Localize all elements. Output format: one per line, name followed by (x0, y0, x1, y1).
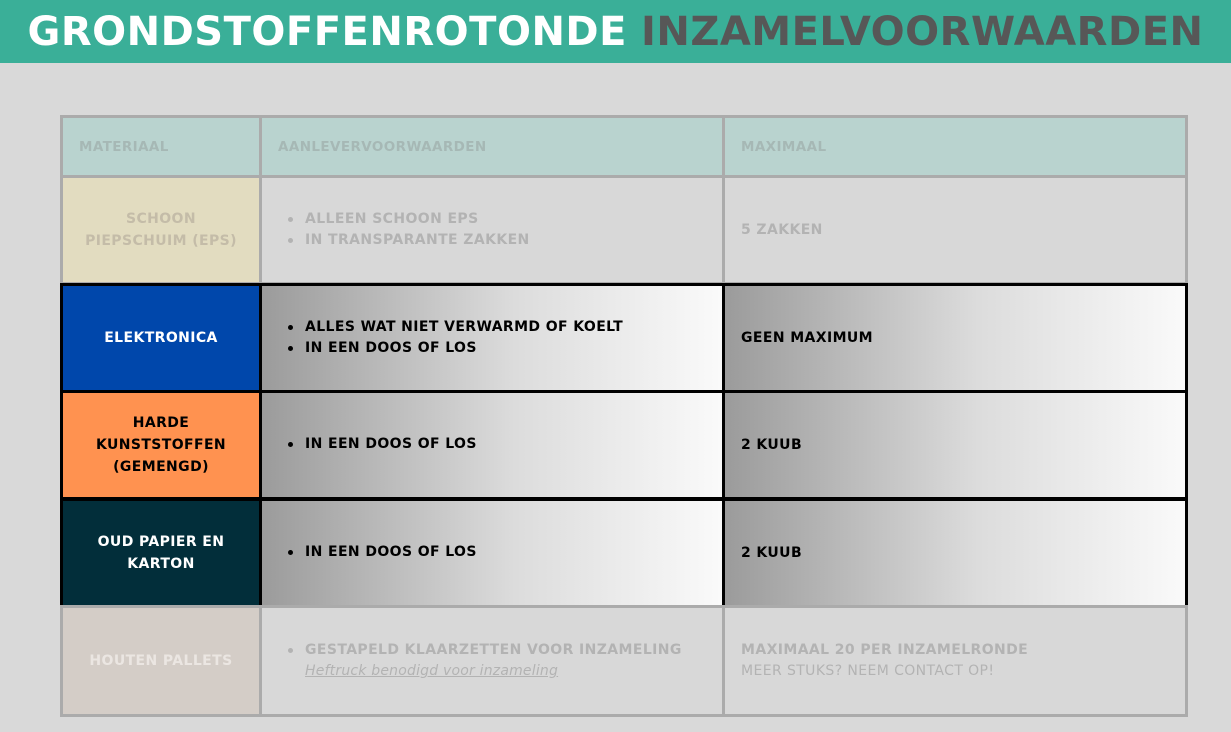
maximum-cell-elektronica (722, 283, 1188, 393)
condition-item: IN EEN DOOS OF LOS (286, 434, 477, 456)
header-title-part2: INZAMELVOORWAARDEN (640, 8, 1204, 55)
column-header-material: MATERIAAL (60, 115, 262, 178)
conditions-cell-elektronica (259, 283, 725, 393)
material-cell-elektronica (60, 283, 262, 393)
material-cell-eps (60, 175, 262, 285)
conditions-cell-papier (259, 498, 725, 608)
conditions-cell-kunststoffen (259, 390, 725, 500)
material-label-line: SCHOON (125, 211, 196, 227)
maximum-cell-eps (722, 175, 1188, 285)
conditions-list (286, 434, 477, 456)
material-label-line: KARTON (127, 556, 195, 572)
maximum-value: 5 ZAKKEN (741, 222, 823, 238)
maximum-value: GEEN MAXIMUM (741, 330, 874, 346)
material-cell-papier (60, 498, 262, 608)
material-cell-pallets (60, 605, 262, 717)
conditions-list (286, 640, 682, 683)
header-title-part1: GRONDSTOFFENROTONDE (27, 8, 627, 55)
maximum-value: MAXIMAAL 20 PER INZAMELRONDE (741, 641, 1029, 658)
material-label-line: OUD PAPIER EN (97, 534, 225, 550)
condition-item: IN EEN DOOS OF LOS (286, 542, 477, 564)
conditions-cell-eps (259, 175, 725, 285)
material-label-line: HOUTEN PALLETS (89, 653, 233, 669)
conditions-list (286, 317, 623, 360)
conditions-cell-pallets (259, 605, 725, 717)
maximum-value: 2 KUUB (741, 437, 803, 453)
maximum-cell-pallets (722, 605, 1188, 717)
conditions-list (286, 542, 477, 564)
page-header (0, 0, 1231, 63)
condition-item: GESTAPELD KLAARZETTEN VOOR INZAMELING Heftruck benodigd voor inzameling (286, 640, 682, 683)
condition-item: ALLES WAT NIET VERWARMD OF KOELT (286, 317, 623, 339)
maximum-value: 2 KUUB (741, 545, 803, 561)
condition-note: Heftruck benodigd voor inzameling (305, 663, 559, 679)
condition-item: ALLEEN SCHOON EPS (286, 209, 530, 231)
column-header-maximum: MAXIMAAL (722, 115, 1188, 178)
condition-item: IN TRANSPARANTE ZAKKEN (286, 230, 530, 252)
material-label-line: KUNSTSTOFFEN (95, 437, 227, 453)
conditions-list (286, 209, 530, 252)
condition-item: IN EEN DOOS OF LOS (286, 338, 623, 360)
material-cell-kunststoffen (60, 390, 262, 500)
maximum-cell-papier (722, 498, 1188, 608)
column-header-conditions: AANLEVERVOORWAARDEN (259, 115, 725, 178)
maximum-note: MEER STUKS? NEEM CONTACT OP! (741, 663, 995, 679)
material-label-line: HARDE (132, 415, 190, 431)
material-label-line: ELEKTRONICA (104, 330, 218, 346)
maximum-cell-kunststoffen (722, 390, 1188, 500)
material-label-line: PIEPSCHUIM (EPS) (85, 233, 237, 249)
material-label-line: (GEMENGD) (113, 459, 209, 475)
